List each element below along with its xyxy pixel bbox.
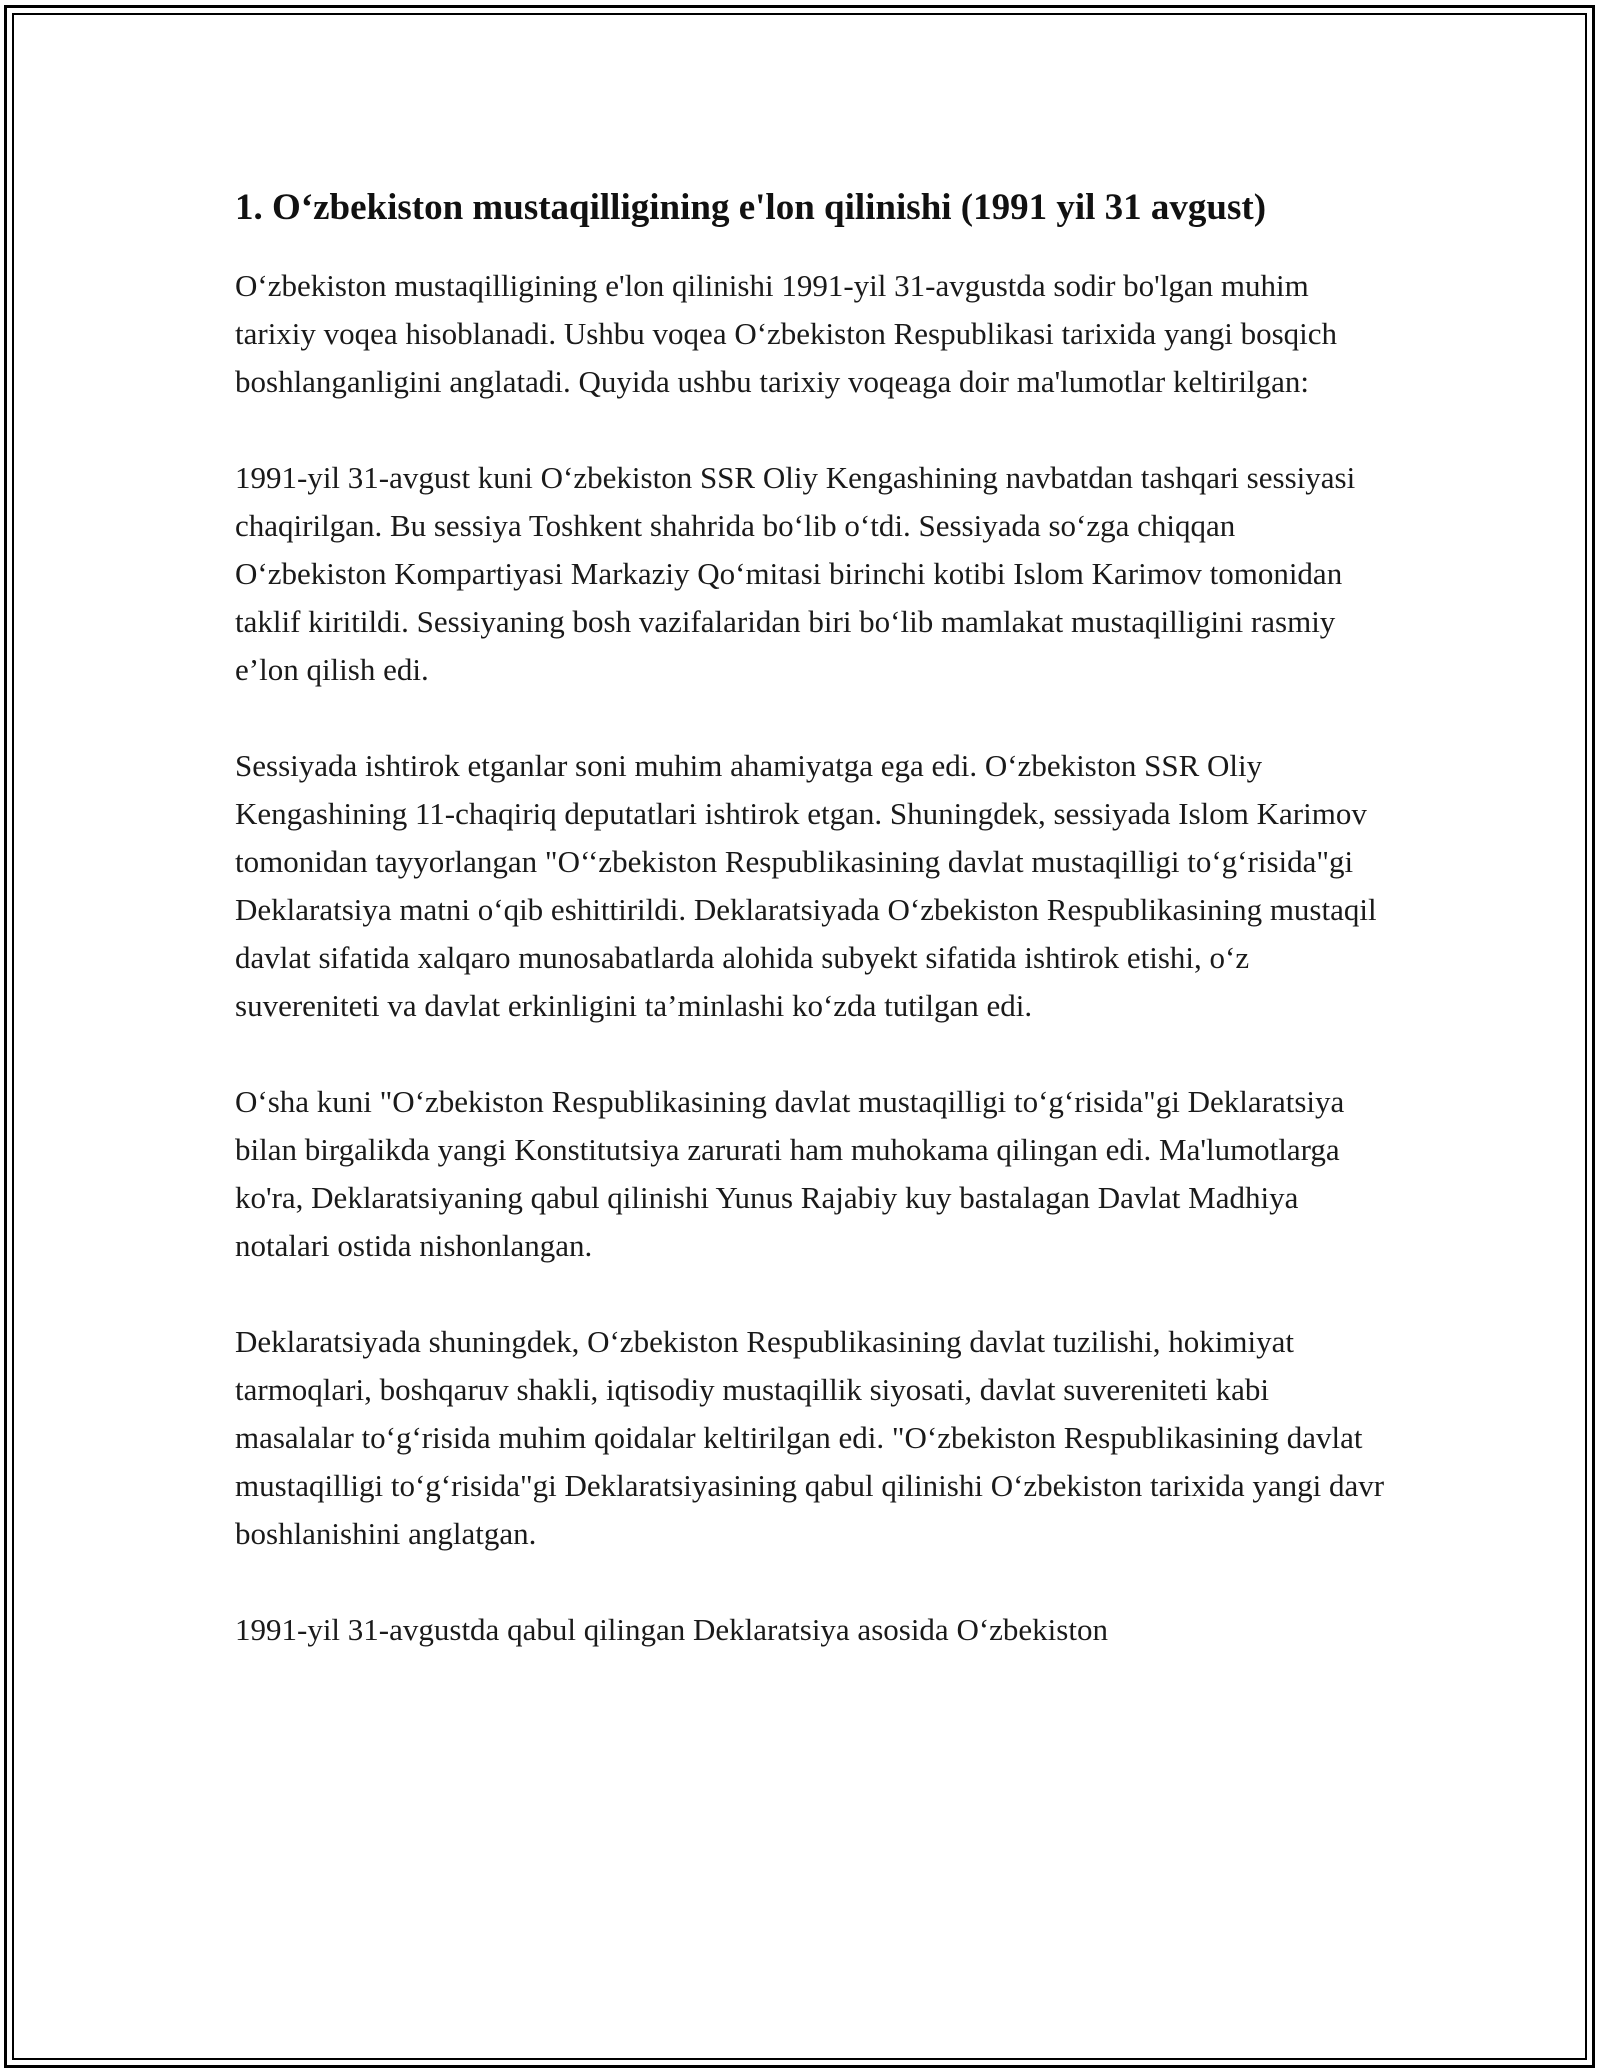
paragraph-constitution: O‘sha kuni "O‘zbekiston Respublikasining davlat mustaqilligi to‘g‘risida"gi Deklaratsiya bilan birgalikda yangi Konstitutsiya zarurati ham muhokama qilingan edi. Ma'lumotlarga ko'ra, Deklaratsiyaning qabul qilinishi Yunus Rajabiy kuy bastalagan Davlat Madhiya notalari ostida nishonlangan.: [235, 1084, 1345, 1263]
paragraph-intro: O‘zbekiston mustaqilligining e'lon qilinishi 1991-yil 31-avgustda sodir bo'lgan muhim tarixiy voqea hisoblanadi. Ushbu voqea O‘zbekiston Respublikasi tarixida yangi bosqich boshlanganligini anglatadi. Quyida ushbu tarixiy voqeaga doir ma'lumotlar keltirilgan:: [235, 268, 1337, 399]
paragraph-session: 1991-yil 31-avgust kuni O‘zbekiston SSR Oliy Kengashining navbatdan tashqari sessiyasi chaqirilgan. Bu sessiya Toshkent shahrida bo‘lib o‘tdi. Sessiyada so‘zga chiqqan O‘zbekiston Kompartiyasi Markaziy Qo‘mitasi birinchi kotibi Islom Karimov tomonidan taklif kiritildi. Sessiyaning bosh vazifalaridan biri bo‘lib mamlakat mustaqilligini rasmiy e’lon qilish edi.: [235, 460, 1356, 687]
paragraph-continuation: 1991-yil 31-avgustda qabul qilingan Deklaratsiya asosida O‘zbekiston: [235, 1612, 1108, 1647]
section-heading: 1. O‘zbekiston mustaqilligining e'lon qilinishi (1991 yil 31 avgust): [235, 187, 1267, 228]
paragraph-declaration-content: Deklaratsiyada shuningdek, O‘zbekiston Respublikasining davlat tuzilishi, hokimiyat tarmoqlari, boshqaruv shakli, iqtisodiy mustaqillik siyosati, davlat suvereniteti kabi masalalar to‘g‘risida muhim qoidalar keltirilgan edi. "O‘zbekiston Respublikasining davlat mustaqilligi to‘g‘risida"gi Deklaratsiyasining qabul qilinishi O‘zbekiston tarixida yangi davr boshlanishini anglatgan.: [235, 1324, 1385, 1551]
document-body: [235, 180, 1385, 1702]
paragraph-participants: Sessiyada ishtirok etganlar soni muhim ahamiyatga ega edi. O‘zbekiston SSR Oliy Kengashining 11-chaqiriq deputatlari ishtirok etgan. Shuningdek, sessiyada Islom Karimov tomonidan tayyorlangan "O‘‘zbekiston Respublikasining davlat mustaqilligi to‘g‘risida"gi Deklaratsiya matni o‘qib eshittirildi. Deklaratsiyada O‘zbekiston Respublikasining mustaqil davlat sifatida xalqaro munosabatlarda alohida subyekt sifatida ishtirok etishi, o‘z suvereniteti va davlat erkinligini ta’minlashi ko‘zda tutilgan edi.: [235, 748, 1377, 1023]
